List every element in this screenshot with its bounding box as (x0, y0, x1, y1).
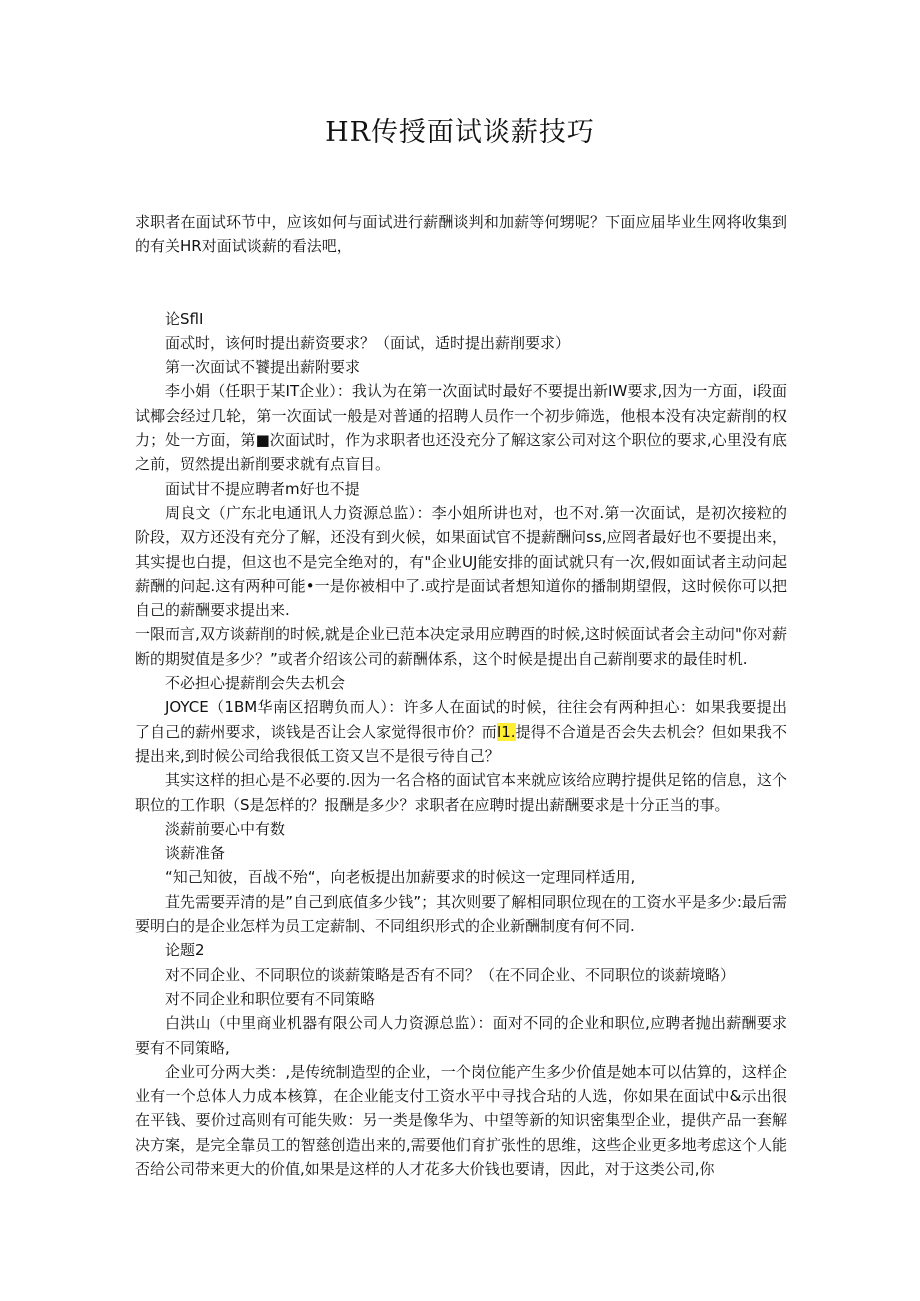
highlighted-text: I1. (496, 722, 516, 741)
paragraph-two-types: 企业可分两大类：,是传统制造型的企业，一个岗位能产生多少价值是她本可以估算的，这样企业有一个总体人力成本核算，在企业能支付工资水平中寻找合玷的人选，你如果在面试中&示出很在平钱、要价过高则有可能失败：另一类是像华为、中望等新的知识密集型企业，提供产品一套解决方案，是完全靠员工的智慈创造出来的,需要他们育扩张性的思维，这些企业更多地考虑这个人能否给公司带来更大的价值,如果是这样的人才花多大价钱也要请，因此，对于这类公司,你 (135, 1062, 787, 1178)
question-1: 面忒时，该何时提出薪资要求？（面试，适时提出薪削要求） (165, 333, 571, 352)
paragraph-unnecessary-worry: 其实这样的担心是不必要的.因为一名合格的面试官本来就应该给应聘拧提供足铭的信息，这个职位的工作职（S是怎样的？报酬是多少？求职者在应聘时提出薪酬要求是十分正当的事。 (135, 771, 787, 814)
joyce-part-2: 提得不合道是否会失去机会？但如果我不提出来,到时候公司给我很低工资又岂不是很亏待自己？ (135, 722, 787, 765)
paragraph-spacer (135, 259, 787, 307)
topic-heading-1: 论SflI (165, 309, 204, 328)
subheading-different-strategy: 对不同企业和职位要有不同策略 (165, 989, 376, 1008)
paragraph-joyce (135, 695, 787, 768)
subheading-no-worry: 不必担心提薪削会失去机会 (165, 674, 346, 693)
paragraph-general: 一限而言,双方谈薪削的时候,就是企业已范本决定录用应聘酉的时候,这时候面试者会主动问"你对薪断的期熨值是多少？”或者介绍该公司的薪酬体系，这个时候是提出自己薪削要求的最佳时机. (135, 625, 787, 668)
topic-heading-2: 论题2 (165, 941, 205, 960)
joyce-part-1: JOYCE（1BM华南区招聘负而人）：许多人在面试的时候，往往会有两种担心：如果我要提出了自己的薪州要求，谈钱是否让会人家觉得很市价？而 (135, 698, 787, 741)
paragraph-know-yourself: “知己知彼，百战不殆“，向老板提出加薪要求的时候这一定理同样适用, (165, 868, 636, 887)
subheading-be-prepared: 淡薪前要心中有数 (165, 819, 286, 838)
paragraph-bai-hongshan: 白洪山（中里商业机器有限公司人力资源总监）：面对不同的企业和职位,应聘者抛出薪酬要求要有不同策略, (135, 1014, 787, 1057)
subheading-salary-prep: 谈薪准备 (165, 844, 226, 863)
paragraph-first-clarify: 苴先需要弄清的是”自己到底值多少钱”；其次则要了解相同职位现在的工资水平是多少:最后需要明白的是企业怎样为员工定薪制、不同组织形式的企业新酬制度有何不同. (135, 892, 787, 936)
document-body (135, 210, 787, 1181)
paragraph-li-xiaojuan: 李小娟（任职于某IT企业）：我认为在第一次面试时最好不要提出新IW要求,因为一方面，i段面试椰会经过几轮，第一次面试一般是对普通的招聘人员作一个初步筛选，他根本没有决定薪削的权力；处一方面，第■次面试时，作为求职者也还没充分了解这家公司对这个职位的要求,心里没有底之前，贸然提出新削要求就有点盲目。 (135, 382, 787, 474)
subheading-first-interview: 第一次面试不饕提出薪附要求 (165, 358, 361, 377)
document-title: HR传授面试谈薪技巧 (325, 117, 595, 148)
paragraph-zhou-liangwen: 周良文（广东北电通讯人力资源总监）：李小姐所讲也对，也不对.第一次面试，是初次接粒的阶段，双方还没有充分了解，还没有到火候，如果面试官不提薪酬问ss,应罔者最好也不要提出来，其实提也白提，但这也不是完全绝对的，有"企业UJ能安排的面试就只有一次,假如面试者主动问起薪酬的问起.这有两种可能•一是你被相中了.或拧是面试者想知道你的播制期望假，这时候你可以把自己的薪酬要求提出来. (135, 503, 787, 620)
intro-paragraph: 求职者在面试环节中，应该如何与面试进行薪酬谈判和加薪等何甥呢？下面应届毕业生网将收集到的有关HR对面试谈薪的看法吧， (135, 213, 787, 256)
question-2: 对不同企业、不同职位的谈薪策略是否有不同？（在不同企业、不同职位的谈薪境略） (165, 965, 736, 984)
subheading-interviewer: 面试甘不提应聘者m好也不提 (165, 479, 360, 498)
